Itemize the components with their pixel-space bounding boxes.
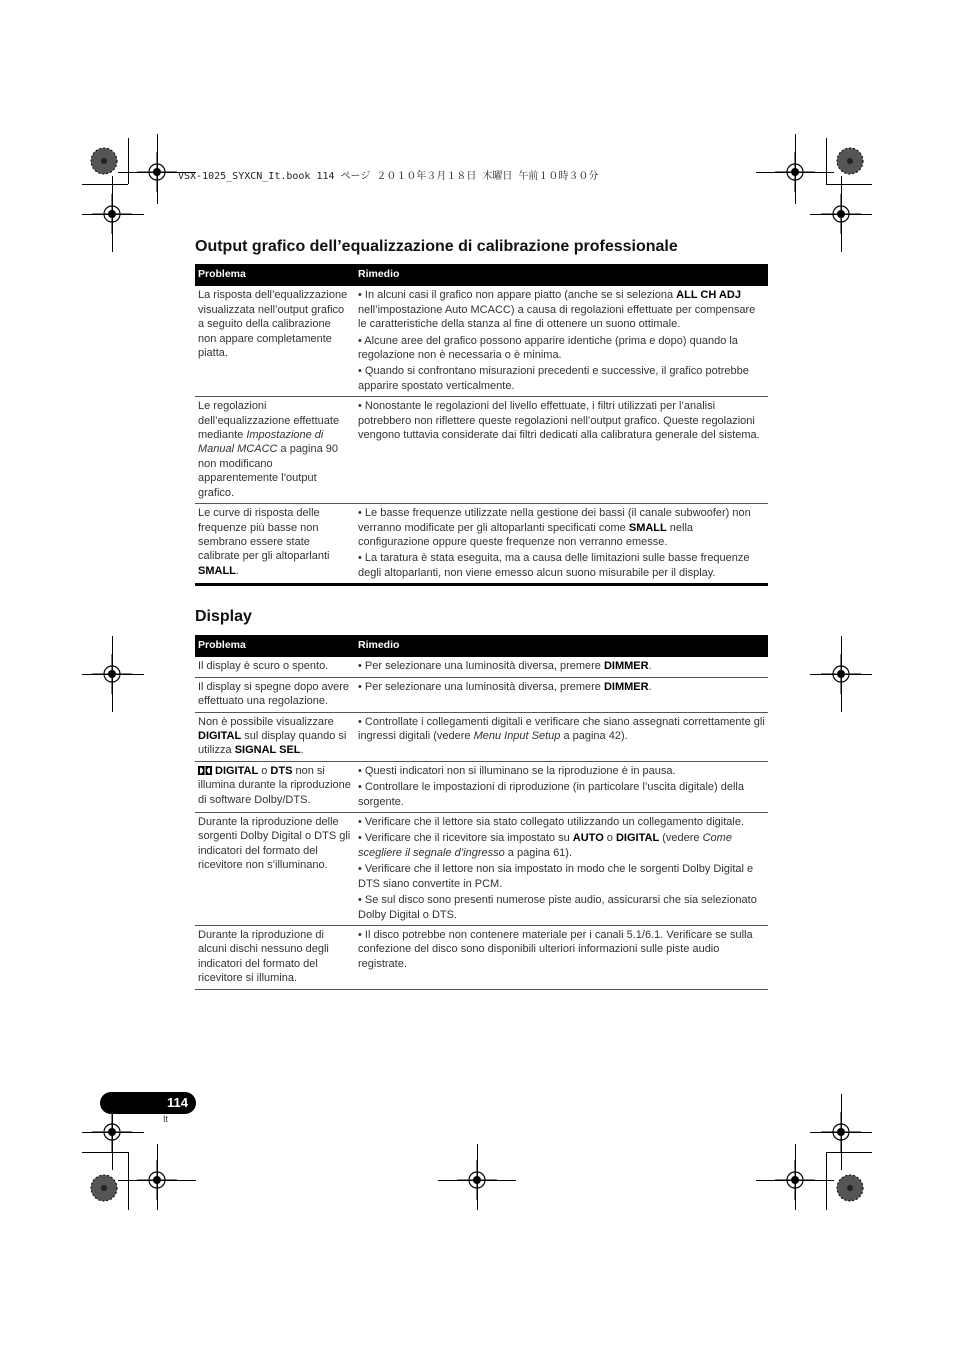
problem-cell: La risposta dell’equalizzazione visualizzata nell’output grafico a seguito della calibrazione non appare completamente piatta. bbox=[195, 286, 355, 396]
problem-cell: Le curve di risposta delle frequenze più basse non sembrano essere state calibrate per gli altoparlanti SMALL. bbox=[195, 504, 355, 585]
remedy-bullet: • In alcuni casi il grafico non appare piatto (anche se si seleziona ALL CH ADJ nell’impostazione Auto MCACC) a causa di regolazioni effettuate per compensare le caratteristiche della stanza al fine di ottenere un suono ottimale. bbox=[358, 289, 756, 331]
column-header-problem: Problema bbox=[195, 264, 355, 286]
remedy-cell bbox=[355, 657, 768, 677]
starburst-target-icon bbox=[836, 147, 864, 175]
registration-target-icon bbox=[775, 1160, 815, 1200]
starburst-target-icon bbox=[90, 1174, 118, 1202]
table-row bbox=[195, 761, 768, 812]
registration-target-icon bbox=[92, 654, 132, 694]
crop-mark bbox=[826, 1152, 872, 1153]
cross-reference: Menu Input Setup bbox=[473, 730, 561, 743]
section-title-display: Display bbox=[195, 608, 252, 625]
remedy-bullet: • Controllare le impostazioni di riproduzione (in particolare l’uscita digitale) della sorgente. bbox=[358, 781, 744, 808]
problem-cell: Durante la riproduzione di alcuni dischi nessuno degli indicatori del formato del ricevitore si illumina. bbox=[195, 925, 355, 989]
language-code: It bbox=[163, 1114, 169, 1124]
crop-mark bbox=[82, 1152, 128, 1153]
problem-cell: Durante la riproduzione delle sorgenti Dolby Digital o DTS gli indicatori del formato del ricevitore non s’illuminano. bbox=[195, 813, 355, 926]
remedy-cell bbox=[355, 761, 768, 812]
problem-cell: Non è possibile visualizzare DIGITAL sul display quando si utilizza SIGNAL SEL. bbox=[195, 712, 355, 761]
print-info-header: VSX-1025_SYXCN_It.book 114 ページ ２０１０年３月１８日 木曜日 午前１０時３０分 bbox=[178, 171, 599, 182]
remedy-bullet: • La taratura è stata eseguita, ma a causa delle limitazioni sulle basse frequenze degli altoparlanti, non viene emesso alcun suono misurabile per il display. bbox=[358, 552, 750, 579]
column-header-remedy: Rimedio bbox=[355, 635, 768, 657]
remedy-cell bbox=[355, 677, 768, 712]
remedy-bullet: • Verificare che il ricevitore sia impostato su AUTO o DIGITAL (vedere Come scegliere il segnale d’ingresso a pagina 61). bbox=[358, 832, 732, 859]
eq-output-table bbox=[195, 264, 768, 586]
remedy-bullet: • Nonostante le regolazioni del livello effettuate, i filtri utilizzati per l’analisi potrebbero non riflettere queste regolazioni nell’output grafico. Queste regolazioni vengono tuttavia considerate dai filtri dedicati alla calibratura generale del sistema. bbox=[358, 400, 760, 442]
cross-reference: Impostazione di Manual MCACC bbox=[198, 429, 324, 456]
starburst-target-icon bbox=[836, 1174, 864, 1202]
table-row bbox=[195, 286, 768, 396]
remedy-cell bbox=[355, 813, 768, 926]
remedy-bullet: • Quando si confrontano misurazioni precedenti e successive, il grafico potrebbe apparire spostato verticalmente. bbox=[358, 365, 749, 392]
remedy-bullet: • Le basse frequenze utilizzate nella gestione dei bassi (il canale subwoofer) non verranno modificate per gli altoparlanti specificati come SMALL nella configurazione oppure queste frequenze non verranno emesse. bbox=[358, 507, 751, 548]
remedy-cell bbox=[355, 286, 768, 396]
registration-target-icon bbox=[775, 152, 815, 192]
remedy-cell bbox=[355, 925, 768, 989]
crop-mark bbox=[82, 184, 128, 185]
dolby-logo-icon bbox=[198, 766, 212, 775]
remedy-bullet: • Questi indicatori non si illuminano se la riproduzione è in pausa. bbox=[358, 764, 676, 777]
remedy-bullet: • Il disco potrebbe non contenere materiale per i canali 5.1/6.1. Verificare se sulla confezione del disco sono disponibili ulteriori informazioni sulle piste audio registrate. bbox=[358, 928, 753, 970]
table-row bbox=[195, 677, 768, 712]
page-number-badge bbox=[100, 1092, 196, 1114]
display-table bbox=[195, 635, 768, 990]
page-number: 114 bbox=[167, 1095, 188, 1110]
registration-target-icon bbox=[137, 1160, 177, 1200]
starburst-target-icon bbox=[90, 147, 118, 175]
registration-target-icon bbox=[137, 152, 177, 192]
crop-mark bbox=[826, 1152, 827, 1210]
registration-target-icon bbox=[92, 194, 132, 234]
remedy-cell bbox=[355, 504, 768, 585]
table-row bbox=[195, 657, 768, 677]
table-row bbox=[195, 925, 768, 989]
remedy-cell bbox=[355, 712, 768, 761]
remedy-bullet: • Controllate i collegamenti digitali e verificare che siano assegnati correttamente gli ingressi digitali (vedere Menu Input Setup a pagina 42). bbox=[358, 715, 765, 743]
remedy-bullet: • Per selezionare una luminosità diversa, premere DIMMER. bbox=[358, 660, 652, 673]
crop-mark bbox=[826, 138, 827, 184]
cross-reference: Come scegliere il segnale d’ingresso bbox=[358, 832, 732, 859]
problem-cell: Le regolazioni dell’equalizzazione effettuate mediante Impostazione di Manual MCACC a pagina 90 non modificano apparentemente l’output grafico. bbox=[195, 397, 355, 504]
remedy-bullet: • Alcune aree del grafico possono apparire identiche (prima e dopo) quando la regolazione non è necessaria o è minima. bbox=[358, 334, 738, 362]
column-header-remedy: Rimedio bbox=[355, 264, 768, 286]
table-row bbox=[195, 397, 768, 504]
registration-target-icon bbox=[821, 654, 861, 694]
remedy-bullet: • Verificare che il lettore sia stato collegato utilizzando un collegamento digitale. bbox=[358, 816, 745, 829]
table-header-row bbox=[195, 264, 768, 286]
remedy-cell bbox=[355, 397, 768, 504]
crop-mark bbox=[128, 1152, 129, 1210]
problem-cell: Il display si spegne dopo avere effettuato una regolazione. bbox=[195, 677, 355, 712]
table-row bbox=[195, 504, 768, 585]
section-title-eq-output: Output grafico dell’equalizzazione di calibrazione professionale bbox=[195, 238, 678, 255]
remedy-bullet: • Se sul disco sono presenti numerose piste audio, assicurarsi che sia selezionato Dolby Digital o DTS. bbox=[358, 894, 757, 921]
registration-target-icon bbox=[457, 1160, 497, 1200]
crop-mark bbox=[826, 184, 872, 185]
table-row bbox=[195, 813, 768, 926]
registration-target-icon bbox=[92, 1112, 132, 1152]
crop-mark bbox=[128, 138, 129, 184]
problem-cell: Il display è scuro o spento. bbox=[195, 657, 355, 677]
registration-target-icon bbox=[821, 194, 861, 234]
remedy-bullet: • Per selezionare una luminosità diversa, premere DIMMER. bbox=[358, 680, 652, 693]
column-header-problem: Problema bbox=[195, 635, 355, 657]
table-header-row bbox=[195, 635, 768, 657]
remedy-bullet: • Verificare che il lettore non sia impostato in modo che le sorgenti Dolby Digital e DTS siano convertite in PCM. bbox=[358, 863, 754, 890]
problem-cell: DIGITAL o DTS non si illumina durante la riproduzione di software Dolby/DTS. bbox=[195, 761, 355, 812]
registration-target-icon bbox=[821, 1112, 861, 1152]
table-row bbox=[195, 712, 768, 761]
